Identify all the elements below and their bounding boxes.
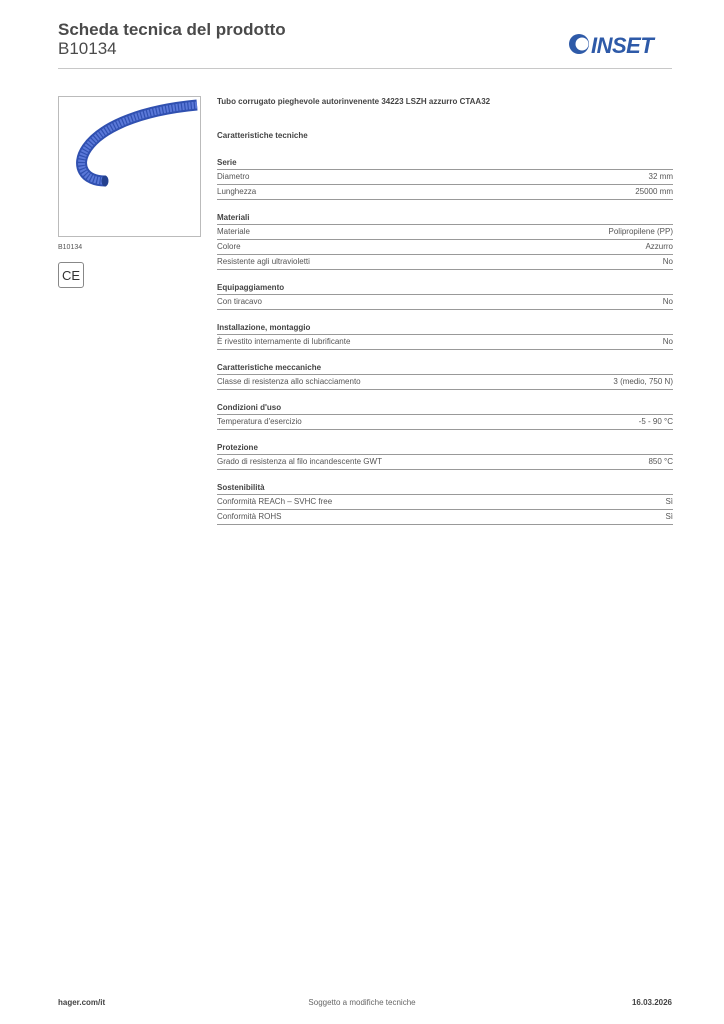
spec-label: Con tiracavo	[217, 297, 262, 306]
spec-label: Conformità ROHS	[217, 512, 282, 521]
spec-value: 25000 mm	[635, 187, 673, 196]
spec-label: Lunghezza	[217, 187, 257, 196]
spec-label: Classe di resistenza allo schiacciamento	[217, 377, 361, 386]
spec-row	[217, 170, 673, 185]
logo-text: INSET	[591, 33, 654, 56]
spec-label: Materiale	[217, 227, 250, 236]
spec-value: 850 °C	[648, 457, 673, 466]
spec-group-condizioni	[217, 401, 673, 430]
tech-section-title: Caratteristiche tecniche	[217, 131, 308, 140]
group-title: Serie	[217, 156, 673, 170]
spec-row	[217, 255, 673, 270]
spec-group-serie	[217, 156, 673, 200]
spec-group-sostenibilita	[217, 481, 673, 525]
spec-group-meccaniche	[217, 361, 673, 390]
product-image	[58, 96, 201, 237]
corrugated-tube-image	[59, 97, 200, 236]
spec-value: Sì	[665, 512, 673, 521]
spec-label: Conformità REACh – SVHC free	[217, 497, 333, 506]
spec-value: No	[662, 297, 673, 306]
spec-value: 3 (medio, 750 N)	[613, 377, 673, 386]
spec-label: È rivestito internamente di lubrificante	[217, 337, 351, 346]
group-title: Equipaggiamento	[217, 281, 673, 295]
page-title: Scheda tecnica del prodotto	[58, 20, 286, 39]
spec-row	[217, 335, 673, 350]
header-divider	[58, 68, 672, 69]
spec-value: No	[662, 337, 673, 346]
group-title: Condizioni d'uso	[217, 401, 673, 415]
spec-label: Diametro	[217, 172, 250, 181]
spec-value: -5 - 90 °C	[638, 417, 673, 426]
spec-value: Azzurro	[645, 242, 673, 251]
ce-mark-icon	[58, 262, 84, 288]
spec-value: Sì	[665, 497, 673, 506]
spec-row	[217, 375, 673, 390]
spec-value: Polipropilene (PP)	[608, 227, 673, 236]
spec-row	[217, 455, 673, 470]
footer-website-link[interactable]: hager.com/it	[58, 998, 106, 1007]
spec-row	[217, 415, 673, 430]
spec-value: 32 mm	[648, 172, 673, 181]
spec-group-installazione	[217, 321, 673, 350]
spec-group-materiali	[217, 211, 673, 270]
spec-row	[217, 240, 673, 255]
spec-label: Temperatura d'esercizio	[217, 417, 302, 426]
svg-text:CE: CE	[61, 268, 81, 283]
inset-logo	[568, 32, 674, 56]
product-code: B10134	[58, 39, 117, 58]
group-title: Installazione, montaggio	[217, 321, 673, 335]
group-title: Caratteristiche meccaniche	[217, 361, 673, 375]
group-title: Sostenibilità	[217, 481, 673, 495]
footer-date: 16.03.2026	[631, 998, 672, 1007]
spec-label: Grado di resistenza al filo incandescente GWT	[217, 457, 382, 466]
spec-group-protezione	[217, 441, 673, 470]
spec-row	[217, 185, 673, 200]
spec-row	[217, 510, 673, 525]
footer-note: Soggetto a modifiche tecniche	[308, 998, 416, 1007]
spec-row	[217, 225, 673, 240]
spec-group-equipaggiamento	[217, 281, 673, 310]
image-caption: B10134	[58, 244, 83, 251]
spec-row	[217, 295, 673, 310]
spec-value: No	[662, 257, 673, 266]
spec-label: Resistente agli ultravioletti	[217, 257, 310, 266]
spec-row	[217, 495, 673, 510]
product-name: Tubo corrugato pieghevole autorinvenente 34223 LSZH azzurro CTAA32	[217, 97, 491, 106]
group-title: Materiali	[217, 211, 673, 225]
spec-label: Colore	[217, 242, 241, 251]
group-title: Protezione	[217, 441, 673, 455]
spec-content	[217, 96, 673, 536]
